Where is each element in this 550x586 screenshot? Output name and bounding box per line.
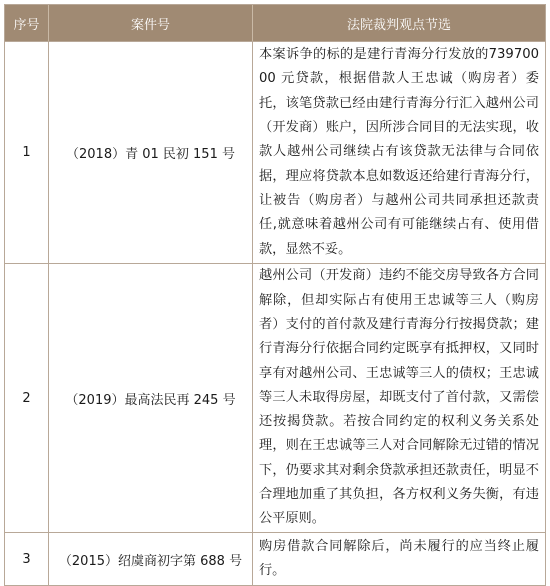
row-index: 2 [5, 264, 49, 532]
case-table [4, 4, 546, 586]
table-row [5, 264, 545, 533]
row-case-number: （2015）绍虞商初字第 688 号 [49, 533, 253, 585]
row-opinion-text: 购房借款合同解除后，尚未履行的应当终止履行。 [259, 538, 539, 578]
row-opinion-cell [253, 264, 545, 532]
table-header-row [5, 5, 545, 42]
row-case-number: （2019）最高法民再 245 号 [49, 264, 253, 532]
row-opinion-text: 越州公司（开发商）违约不能交房导致各方合同解除，但却实际占有使用王忠诚等三人（购房者）支付的首付款及建行青海分行按揭贷款；建行青海分行依据合同约定既享有抵押权，又同时享有对越州公司、王忠诚等三人的债权；王忠诚等三人未取得房屋，却既支付了首付款，又需偿还按揭贷款。若按合同约定的权利义务关系处理，则在王忠诚等三人对合同解除无过错的情况下，仍要求其对剩余贷款承担还款责任，明显不合理地加重了其负担，各方权利义务失衡，有违公平原则。 [259, 268, 539, 527]
table-row [5, 42, 545, 264]
row-opinion-text: 本案诉争的标的是建行青海分行发放的73970000 元贷款，根据借款人王忠诚（购房者）委托，该笔贷款已经由建行青海分行汇入越州公司（开发商）账户，因所涉合同目的无法实现，收款人越州公司继续占有该贷款无法律与合同依据，理应将贷款本息如数返还给建行青海分行，让被告（购房者）与越州公司共同承担还款责任,就意味着越州公司有可能继续占有、使用借款，显然不妥。 [259, 47, 539, 257]
table-row [5, 533, 545, 585]
row-index: 3 [5, 533, 49, 585]
row-index: 1 [5, 42, 49, 263]
row-opinion-cell [253, 42, 545, 263]
header-case-number: 案件号 [49, 5, 253, 41]
row-case-number: （2018）青 01 民初 151 号 [49, 42, 253, 263]
header-index: 序号 [5, 5, 49, 41]
header-court-opinion: 法院裁判观点节选 [346, 17, 451, 33]
row-opinion-cell [253, 533, 545, 585]
